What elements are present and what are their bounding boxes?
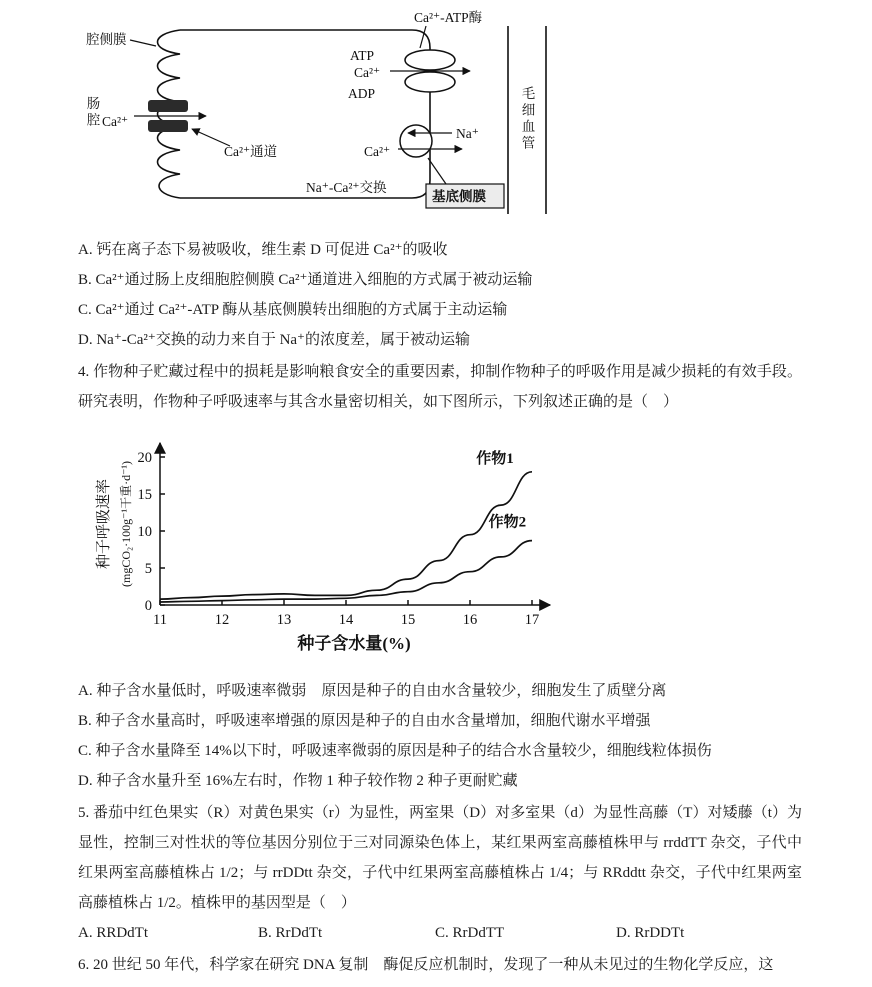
capillary-label: 毛细血管 [519, 86, 535, 152]
svg-text:15: 15 [137, 487, 152, 503]
respiration-chart [92, 427, 802, 670]
y-axis-label-line2: (mgCO₂·100g⁻¹干重·d⁻¹) [119, 460, 133, 588]
series-path-1 [160, 472, 532, 599]
y-axis-label-line1: 种子呼吸速率 [96, 478, 112, 570]
ca-atp-pump-lower [405, 72, 455, 92]
svg-text:0: 0 [144, 598, 152, 614]
diagram-svg [78, 8, 560, 222]
intestinal-lumen-label: 肠腔 [84, 96, 100, 129]
q5-option-b: B. RrDdTt [258, 925, 323, 941]
q5-option-c: C. RrDdTT [435, 925, 505, 941]
q3-option-c: C. Ca²⁺通过 Ca²⁺-ATP 酶从基底侧膜转出细胞的方式属于主动运输 [78, 302, 508, 318]
calcium-transport-diagram [78, 8, 802, 227]
q3-option-d: D. Na⁺-Ca²⁺交换的动力来自于 Na⁺的浓度差，属于被动运输 [78, 332, 470, 348]
q6-stem: 6. 20 世纪 50 年代，科学家在研究 DNA 复制 酶促反应机制时，发现了一种从未见过的生物化学反应，这 [78, 957, 774, 973]
q4-option-d: D. 种子含水量升至 16%左右时，作物 1 种子较作物 2 种子更耐贮藏 [78, 773, 518, 789]
svg-text:20: 20 [137, 450, 152, 466]
q4-option-c: C. 种子含水量降至 14%以下时，呼吸速率微弱的原因是种子的结合水含量较少，细胞线粒体损伤 [78, 743, 712, 759]
na-label: Na⁺ [456, 126, 479, 141]
ca-channel-lower-bar [148, 120, 188, 132]
svg-text:14: 14 [338, 612, 354, 628]
svg-text:15: 15 [400, 612, 416, 628]
na-ca-exchanger [400, 125, 432, 157]
microvilli-membrane [158, 30, 181, 198]
q4-options [78, 676, 802, 796]
series-label-2: 作物2 [488, 514, 527, 531]
svg-text:13: 13 [276, 612, 292, 628]
enzyme-label-leader [420, 26, 426, 48]
q5-option-d: D. RrDDTt [616, 925, 685, 941]
ca-channel-upper-bar [148, 100, 188, 112]
x-axis-label: 种子含水量(%) [297, 634, 411, 653]
q3-option-a: A. 钙在离子态下易被吸收，维生素 D 可促进 Ca²⁺的吸收 [78, 242, 448, 258]
exchange-ca-label: Ca²⁺ [364, 144, 391, 159]
basolateral-membrane-label: 基底侧膜 [432, 189, 486, 204]
ca-atp-pump-upper [405, 50, 455, 70]
atp-label: ATP [350, 48, 375, 63]
q5-options [78, 918, 802, 948]
series-path-2 [160, 541, 532, 602]
lumen-ca-label: Ca²⁺ [102, 114, 129, 129]
cell-outline [180, 30, 430, 198]
ca-channel-leader [192, 129, 230, 146]
respiration-chart-svg [92, 427, 572, 665]
ca-channel-label: Ca²⁺通道 [224, 144, 278, 159]
q4-stem: 4. 作物种子贮藏过程中的损耗是影响粮食安全的重要因素，抑制作物种子的呼吸作用是减少损耗的有效手段。研究表明，作物种子呼吸速率与其含水量密切相关，如下图所示，下列叙述正确的是（ ） [78, 364, 802, 410]
svg-text:12: 12 [214, 612, 230, 628]
svg-text:16: 16 [462, 612, 478, 628]
adp-label: ADP [348, 86, 376, 101]
q3-options [78, 235, 802, 355]
q3-option-b: B. Ca²⁺通过肠上皮细胞腔侧膜 Ca²⁺通道进入细胞的方式属于被动运输 [78, 272, 533, 288]
na-ca-exchange-label: Na⁺-Ca²⁺交换 [306, 180, 387, 195]
x-ticks [153, 600, 539, 628]
apical-membrane-label: 腔侧膜 [86, 32, 127, 47]
svg-text:17: 17 [524, 612, 540, 628]
svg-text:5: 5 [144, 561, 152, 577]
series-label-1: 作物1 [476, 450, 514, 467]
q5-stem: 5. 番茄中红色果实（R）对黄色果实（r）为显性，两室果（D）对多室果（d）为显性高藤（T）对矮藤（t）为显性，控制三对性状的等位基因分别位于三对同源染色体上，某红果两室高藤植株甲与 rrddTT 杂交，子代中红果两室高藤植株占 1/2；与 rrDDtt 杂交，子代中红果两室高藤植株占 1/4；与 RRddtt 杂交，子代中红果两室高藤植株占 1/2。植株甲的基因型是（ ） [78, 805, 802, 911]
apical-label-leader [130, 40, 156, 46]
svg-text:11: 11 [153, 612, 167, 628]
q5-option-a: A. RRDdTt [78, 925, 149, 941]
ca-atp-enzyme-label: Ca²⁺-ATP酶 [414, 10, 483, 25]
pump-ca-label: Ca²⁺ [354, 65, 381, 80]
q4-option-a: A. 种子含水量低时，呼吸速率微弱 原因是种子的自由水含量较少，细胞发生了质壁分离 [78, 683, 667, 699]
svg-text:10: 10 [137, 524, 152, 540]
q4-option-b: B. 种子含水量高时，呼吸速率增强的原因是种子的自由水含量增加，细胞代谢水平增强 [78, 713, 651, 729]
y-ticks [138, 450, 166, 614]
